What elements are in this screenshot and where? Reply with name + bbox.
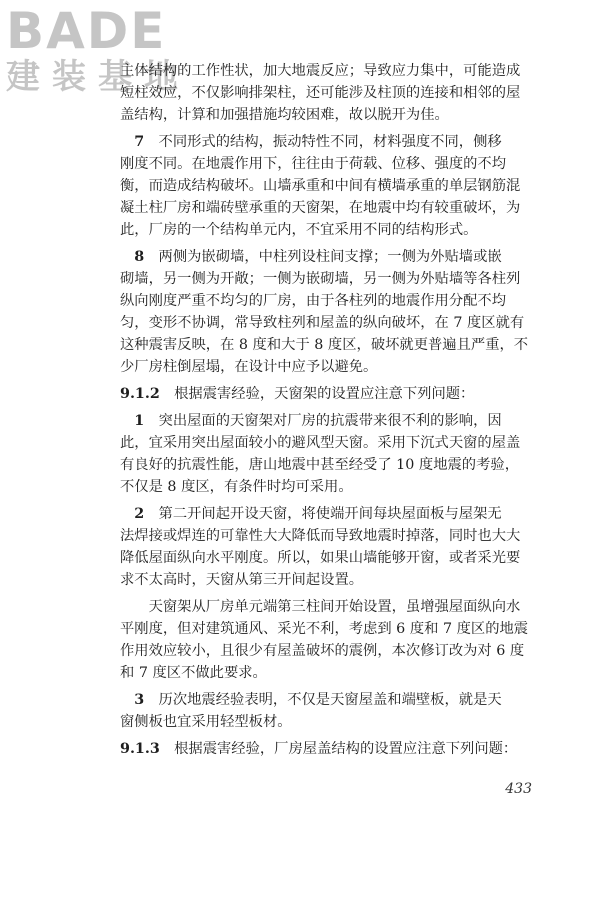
line-text: 两侧为嵌砌墙，中柱列设柱间支撑；一侧为外贴墙或嵌 xyxy=(158,249,502,265)
watermark-brand: BADE xyxy=(6,2,167,60)
item-number: 3 xyxy=(134,692,145,708)
clause-heading xyxy=(120,383,542,405)
clause-heading xyxy=(120,738,542,760)
clause-number: 9.1.3 xyxy=(120,741,160,757)
item-number: 1 xyxy=(134,413,145,429)
line-text: 第二开间起开设天窗，将使端开间每块屋面板与屋架无 xyxy=(158,506,502,522)
line-text: 根据震害经验，天窗架的设置应注意下列问题： xyxy=(174,386,475,402)
text-line: 降低屋面纵向水平刚度。所以，如果山墙能够开窗，或者采光要 xyxy=(120,550,521,566)
watermark-subtitle: 建装基地 xyxy=(6,57,190,97)
text-line: 少厂房柱倒屋塌，在设计中应予以避免。 xyxy=(120,359,378,375)
text-line: 砌墙，另一侧为开敞；一侧为嵌砌墙，另一侧为外贴墙等各柱列 xyxy=(120,271,521,287)
item-number: 7 xyxy=(134,134,145,150)
text-line: 此，宜采用突出屋面较小的避风型天窗。采用下沉式天窗的屋盖 xyxy=(120,435,521,451)
text-line xyxy=(120,246,542,268)
line-text: 天窗架从厂房单元端第三柱间开始设置，虽增强屋面纵向水 xyxy=(148,599,521,615)
clause-number: 9.1.2 xyxy=(120,386,160,402)
text-line: 刚度不同。在地震作用下，往往由于荷载、位移、强度的不均 xyxy=(120,156,507,172)
text-line: 有良好的抗震性能，唐山地震中甚至经受了 10 度地震的考验， xyxy=(120,457,519,473)
text-line: 匀，变形不协调，常导致柱列和屋盖的纵向破坏，在 7 度区就有 xyxy=(120,315,525,331)
text-line: 主体结构的工作性状，加大地震反应；导致应力集中，可能造成 xyxy=(120,63,521,79)
text-line: 衡，而造成结构破坏。山墙承重和中间有横墙承重的单层钢筋混 xyxy=(120,178,521,194)
document-body xyxy=(120,60,542,760)
text-line: 窗侧板也宜采用轻型板材。 xyxy=(120,714,292,730)
text-line: 纵向刚度严重不均匀的厂房，由于各柱列的地震作用分配不均 xyxy=(120,293,507,309)
line-text: 根据震害经验，厂房屋盖结构的设置应注意下列问题： xyxy=(174,741,518,757)
text-line: 盖结构，计算和加强措施均较困难，故以脱开为佳。 xyxy=(120,107,449,123)
text-line: 法焊接或焊连的可靠性大大降低而导致地震时掉落，同时也大大 xyxy=(120,528,521,544)
text-line: 作用效应较小，且很少有屋盖破坏的震例，本次修订改为对 6 度 xyxy=(120,643,525,659)
line-text: 不同形式的结构，振动特性不同，材料强度不同，侧移 xyxy=(158,134,502,150)
text-line xyxy=(120,689,542,711)
text-line: 平刚度，但对建筑通风、采光不利，考虑到 6 度和 7 度区的地震 xyxy=(120,621,529,637)
text-line: 此，厂房的一个结构单元内，不宜采用不同的结构形式。 xyxy=(120,222,478,238)
line-text: 历次地震经验表明，不仅是天窗屋盖和端壁板，就是天 xyxy=(158,692,502,708)
text-line xyxy=(120,131,542,153)
text-line: 短柱效应，不仅影响排架柱，还可能涉及柱顶的连接和相邻的屋 xyxy=(120,85,521,101)
item-number: 8 xyxy=(134,249,145,265)
text-line: 凝土柱厂房和端砖壁承重的天窗架，在地震中均有较重破坏，为 xyxy=(120,200,521,216)
text-line: 和 7 度区不做此要求。 xyxy=(120,665,267,681)
text-line xyxy=(120,410,542,432)
text-line: 这种震害反映，在 8 度和大于 8 度区，破坏就更普遍且严重，不 xyxy=(120,337,529,353)
text-line xyxy=(120,503,542,525)
text-line: 求不太高时，天窗从第三开间起设置。 xyxy=(120,572,364,588)
item-number: 2 xyxy=(134,506,145,522)
page-number: 433 xyxy=(505,781,532,797)
line-text: 突出屋面的天窗架对厂房的抗震带来很不利的影响，因 xyxy=(158,413,502,429)
text-line xyxy=(120,596,542,618)
text-line: 不仅是 8 度区，有条件时均可采用。 xyxy=(120,479,353,495)
